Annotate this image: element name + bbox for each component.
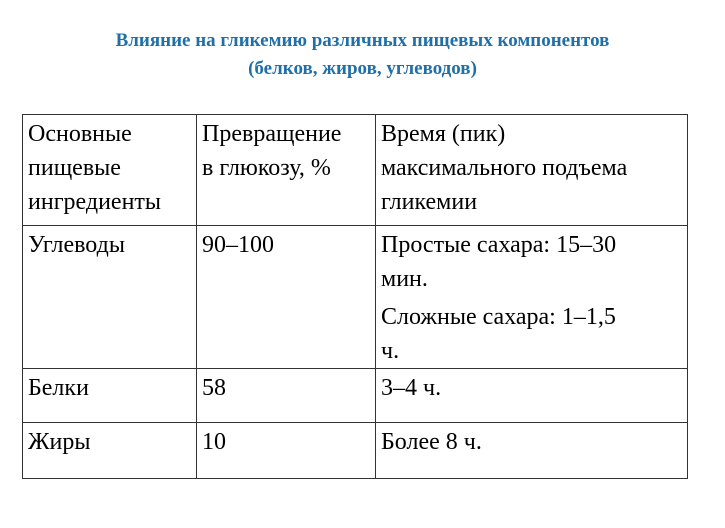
table-row <box>23 226 688 369</box>
table-header-row <box>23 115 688 226</box>
cell-conversion: 58 <box>197 369 376 423</box>
cell-time: 3–4 ч. <box>376 369 688 423</box>
header-peak-time: Время (пик) максимального подъема гликемии <box>376 115 688 226</box>
cell-time: Простые сахара: 15–30 мин. Сложные сахара: 1–1,5 ч. <box>376 226 688 369</box>
cell-ingredient: Жиры <box>23 423 197 479</box>
header-conversion: Превращение в глюкозу, % <box>197 115 376 226</box>
cell-conversion: 90–100 <box>197 226 376 369</box>
title-line-1: Влияние на гликемию различных пищевых компонентов <box>115 30 610 51</box>
cell-ingredient: Белки <box>23 369 197 423</box>
header-ingredients: Основные пищевые ингредиенты <box>23 115 197 226</box>
glycemia-table <box>22 114 688 479</box>
title-line-2: (белков, жиров, углеводов) <box>248 58 477 79</box>
page-title <box>0 27 725 83</box>
table-row <box>23 423 688 479</box>
cell-time: Более 8 ч. <box>376 423 688 479</box>
cell-ingredient: Углеводы <box>23 226 197 369</box>
table-row <box>23 369 688 423</box>
cell-conversion: 10 <box>197 423 376 479</box>
